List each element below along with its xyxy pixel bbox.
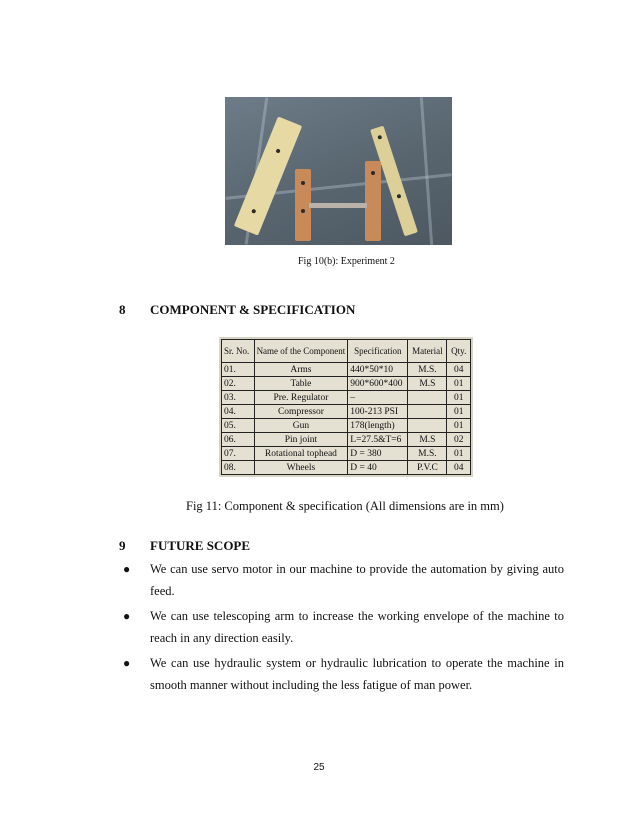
cell-sr-no: 06.	[222, 433, 255, 447]
cell-material	[408, 405, 447, 419]
cell-qty: 01	[447, 447, 471, 461]
cell-qty: 04	[447, 363, 471, 377]
cell-material	[408, 391, 447, 405]
cell-material: M.S	[408, 377, 447, 391]
cell-qty: 02	[447, 433, 471, 447]
cell-component: Table	[254, 377, 348, 391]
bullet-icon: ●	[123, 656, 131, 670]
cell-material: M.S	[408, 433, 447, 447]
cell-qty: 01	[447, 391, 471, 405]
section-number: 8	[119, 302, 126, 317]
col-material: Material	[408, 340, 447, 363]
cell-sr-no: 04.	[222, 405, 255, 419]
cell-qty: 04	[447, 461, 471, 475]
bullet-icon: ●	[123, 562, 131, 576]
cell-sr-no: 01.	[222, 363, 255, 377]
table-row	[222, 391, 471, 405]
cell-sr-no: 03.	[222, 391, 255, 405]
page-number: 25	[313, 762, 325, 773]
col-component: Name of the Component	[254, 340, 348, 363]
cell-specification: –	[348, 391, 408, 405]
table-row	[222, 433, 471, 447]
cell-component: Arms	[254, 363, 348, 377]
wooden-arm-left	[234, 116, 302, 235]
section-9-heading	[119, 538, 419, 556]
cell-specification: 100-213 PSI	[348, 405, 408, 419]
cell-sr-no: 05.	[222, 419, 255, 433]
section-8-heading	[119, 302, 419, 320]
table-row	[222, 447, 471, 461]
table-row	[222, 363, 471, 377]
section-title: COMPONENT & SPECIFICATION	[150, 302, 356, 317]
cell-sr-no: 07.	[222, 447, 255, 461]
figure-11-caption: Fig 11: Component & specification (All dimensions are in mm)	[186, 499, 504, 513]
list-item: ● We can use telescoping arm to increase the working envelope of the machine to reach in any direction easily.	[120, 605, 564, 649]
section-number: 9	[119, 538, 126, 553]
table-header-row	[222, 340, 471, 363]
section-title: FUTURE SCOPE	[150, 538, 251, 553]
table-row	[222, 377, 471, 391]
cell-component: Compressor	[254, 405, 348, 419]
wooden-link-right	[365, 161, 381, 241]
cell-component: Rotational tophead	[254, 447, 348, 461]
cell-component: Pre. Regulator	[254, 391, 348, 405]
cell-qty: 01	[447, 419, 471, 433]
table-row	[222, 461, 471, 475]
cell-component: Gun	[254, 419, 348, 433]
cell-material: P.V.C	[408, 461, 447, 475]
table-row	[222, 405, 471, 419]
table-row	[222, 419, 471, 433]
cell-component: Wheels	[254, 461, 348, 475]
cell-material: M.S.	[408, 447, 447, 461]
cell-material: M.S.	[408, 363, 447, 377]
col-qty: Qty.	[447, 340, 471, 363]
cell-qty: 01	[447, 405, 471, 419]
cell-sr-no: 02.	[222, 377, 255, 391]
experiment-photo	[225, 97, 452, 245]
component-spec-table	[221, 339, 471, 475]
cell-specification: D = 40	[348, 461, 408, 475]
list-item: ● We can use servo motor in our machine to provide the automation by giving auto feed.	[120, 558, 564, 602]
cell-specification: D = 380	[348, 447, 408, 461]
future-scope-list	[120, 558, 564, 699]
figure-10b-caption: Fig 10(b): Experiment 2	[298, 256, 395, 267]
cell-sr-no: 08.	[222, 461, 255, 475]
bullet-icon: ●	[123, 609, 131, 623]
cell-specification: 440*50*10	[348, 363, 408, 377]
cell-qty: 01	[447, 377, 471, 391]
list-item: ● We can use hydraulic system or hydraulic lubrication to operate the machine in smooth manner without including the less fatigue of man power.	[120, 652, 564, 696]
cell-component: Pin joint	[254, 433, 348, 447]
col-sr-no: Sr. No.	[222, 340, 255, 363]
metal-connector	[309, 203, 367, 208]
cell-specification: 178(length)	[348, 419, 408, 433]
cell-specification: L=27.5&T=6	[348, 433, 408, 447]
cell-specification: 900*600*400	[348, 377, 408, 391]
cell-material	[408, 419, 447, 433]
col-specification: Specification	[348, 340, 408, 363]
